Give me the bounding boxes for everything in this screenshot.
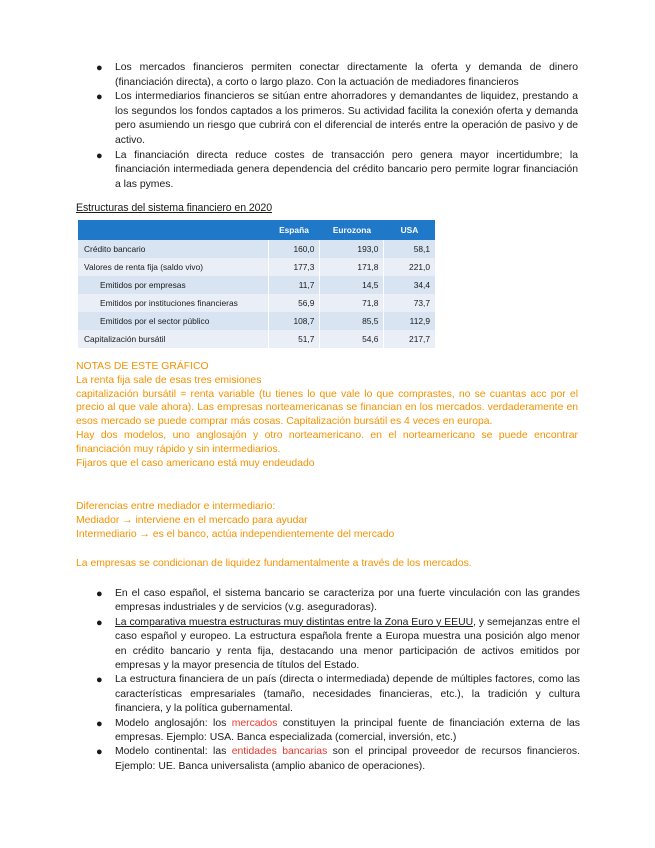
notes-heading: NOTAS DE ESTE GRÁFICO [76, 361, 209, 372]
bullet-text: La financiación directa reduce costes de transacción pero genera mayor incertidumbre; la financiación intermediada genera dependencia del crédito bancario pero permite lograr financiación a las pymes. [115, 149, 578, 190]
bullet-text: son el principal proveedor de recursos financieros. Ejemplo: UE. Banca universalista (amplio abanico de operaciones). [115, 746, 580, 772]
list-item [78, 90, 578, 148]
highlighted-text: mercados [231, 717, 278, 729]
column-header: Eurozona [320, 220, 384, 240]
table-row [78, 330, 435, 348]
row-label: Capitalización bursátil [78, 330, 268, 348]
note-line: Mediador → interviene en el mercado para ayudar [76, 514, 308, 526]
table-cell: 221,0 [384, 258, 435, 276]
table-cell: 56,9 [268, 294, 320, 312]
table-cell: 54,6 [320, 330, 384, 348]
table-cell: 108,7 [268, 312, 320, 330]
bullet-text: La estructura financiera de un país (directa o intermediada) depende de múltiples factores, como las características empresariales (tamaño, necesidades financieras, etc.), la tradición y cultura financiera, y la política gubernamental. [115, 674, 580, 715]
list-item [78, 745, 580, 774]
top-bullet-list [78, 61, 578, 192]
underlined-text: La comparativa muestra estructuras muy distintas entre la Zona Euro y EEUU [115, 616, 474, 628]
table-cell: 58,1 [384, 240, 435, 258]
table-row [78, 258, 435, 276]
bullet-text: Modelo anglosajón: los [115, 717, 232, 729]
bullet-text: Modelo continental: las [115, 746, 232, 758]
row-label: Crédito bancario [78, 240, 268, 258]
table-cell: 177,3 [268, 258, 320, 276]
table-row [78, 312, 435, 330]
table-cell: 11,7 [268, 276, 320, 294]
table-cell: 112,9 [384, 312, 435, 330]
bullet-icon: ● [96, 62, 103, 74]
row-label: Valores de renta fija (saldo vivo) [78, 258, 268, 276]
note-line: Diferencias entre mediador e intermediario: [76, 501, 276, 512]
note-line: capitalización bursátil = renta variable (tu tienes lo que vale lo que comprastes, no se cuantas acc por el precio al que vale ahora). Las empresas norteamericanas se financian en los mercados. verdaderamente en esos mercado se puede comprar más cosas. Capitalización bursátil es 4 veces en europa. [76, 388, 578, 428]
column-header: USA [384, 220, 435, 240]
list-item [78, 717, 580, 746]
list-item [78, 61, 578, 90]
table-cell: 160,0 [268, 240, 320, 258]
table-cell: 51,7 [268, 330, 320, 348]
bullet-text: , y semejanzas entre el caso español y europeo. La estructura española frente a Europa muestra una posición algo menor en crédito bancario y renta fija, destacando una menor participación de activos emitidos por empresas y la mayor presencia de títulos del Estado. [115, 616, 580, 672]
bottom-bullet-list [78, 587, 580, 774]
list-item [78, 616, 580, 674]
note-line: Fijaros que el caso americano está muy endeudado [76, 457, 315, 469]
list-item [78, 149, 578, 193]
note-line: Intermediario → es el banco, actúa independientemente del mercado [76, 528, 395, 540]
note-line: La empresas se condicionan de liquidez fundamentalmente a través de los mercados. [76, 558, 472, 569]
note-line: Hay dos modelos, uno anglosajón y otro norteamericano. en el norteamericano se puede encontrar financiación muy rápido y sin intermediarios. [76, 429, 578, 455]
column-header: España [268, 220, 320, 240]
list-item [78, 673, 580, 716]
bullet-text: Los mercados financieros permiten conectar directamente la oferta y demanda de dinero (financiación directa), a corto o largo plazo. Con la actuación de mediadores financieros [115, 62, 578, 88]
bullet-icon: ● [96, 746, 103, 759]
table-row [78, 240, 435, 258]
liquidity-note [76, 557, 578, 571]
table-cell: 217,7 [384, 330, 435, 348]
table-title: Estructuras del sistema financiero en 2020 [76, 202, 273, 214]
bullet-icon: ● [96, 717, 103, 730]
chart-notes [76, 360, 578, 470]
table-cell: 34,4 [384, 276, 435, 294]
bullet-icon: ● [96, 91, 103, 104]
row-label: Emitidos por empresas [78, 276, 268, 294]
financial-structure-table [78, 220, 435, 348]
table-row [78, 276, 435, 294]
mediator-notes [76, 500, 578, 541]
note-line: La renta fija sale de esas tres emisiones [76, 374, 262, 386]
table-cell: 71,8 [320, 294, 384, 312]
bullet-icon: ● [96, 588, 103, 600]
list-item [78, 587, 580, 616]
table-row [78, 294, 435, 312]
table-header-row [78, 220, 435, 240]
bullet-text: En el caso español, el sistema bancario se caracteriza por una fuerte vinculación con las grandes empresas industriales y de servicios (v.g. aseguradoras). [115, 588, 580, 614]
bullet-icon: ● [96, 149, 103, 162]
table-cell: 85,5 [320, 312, 384, 330]
row-label: Emitidos por el sector público [78, 312, 268, 330]
row-label: Emitidos por instituciones financieras [78, 294, 268, 312]
table-cell: 14,5 [320, 276, 384, 294]
highlighted-text: entidades bancarias [231, 746, 328, 758]
table-cell: 73,7 [384, 294, 435, 312]
bullet-text: constituyen la principal fuente de financiación externa de las empresas. Ejemplo: USA. Banca especializada (comercial, inversión, etc.) [115, 717, 580, 744]
bullet-icon: ● [96, 616, 103, 629]
bullet-text: Los intermediarios financieros se sitúan entre ahorradores y demandantes de liquidez, prestando a los segundos los fondos captados a los primeros. Su actividad facilita la conexión oferta y demanda pero asumiendo un riesgo que cubrirá con el diferencial de interés entre la operación de pasivo y de activo. [115, 91, 578, 146]
table-cell: 193,0 [320, 240, 384, 258]
column-header [78, 220, 268, 240]
bullet-icon: ● [96, 674, 103, 687]
table-cell: 171,8 [320, 258, 384, 276]
